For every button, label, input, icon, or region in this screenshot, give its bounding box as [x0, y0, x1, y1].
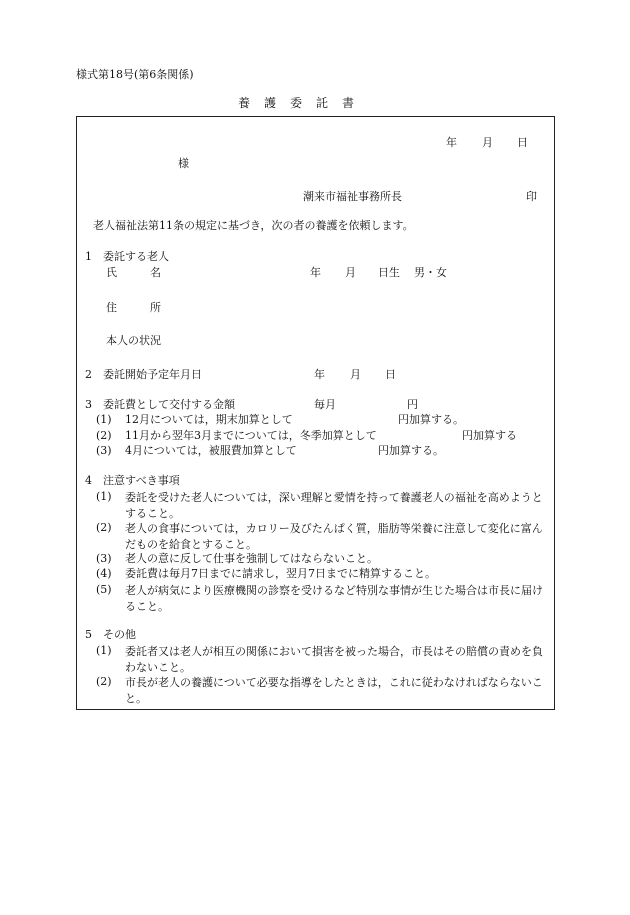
section-5-heading: 5 その他 [85, 628, 136, 641]
start-month: 月 [350, 368, 361, 381]
yen-label: 円 [407, 398, 418, 411]
s4-item-num: (4) [96, 567, 112, 580]
s4-item-num: (1) [96, 490, 112, 503]
s4-item-text: 委託費は毎月7日までに請求し，翌月7日までに精算すること。 [125, 567, 436, 580]
s5-item-num: (2) [96, 675, 112, 688]
seal-mark: 印 [526, 190, 537, 203]
s4-item-text: 委託を受けた老人については，深い理解と愛情を持って養護老人の福祉を高めようとすること。 [125, 491, 543, 520]
s3-item-end: 円加算する [462, 429, 517, 442]
s4-item-text: 老人が病気により医療機関の診察を受けるなど特別な事情が生じた場合は市長に届けること。 [125, 584, 543, 613]
s5-item-text: 市長が老人の養護について必要な指導をしたときは，これに従わなければならないこと。 [125, 676, 543, 705]
gender-choice: 男・女 [414, 266, 447, 279]
status-label: 本人の状況 [106, 334, 161, 347]
addressee-suffix: 様 [178, 157, 189, 170]
s3-item-text: 12月については，期末加算として [125, 413, 293, 426]
s3-item-num: (1) [96, 413, 112, 426]
s3-item-text: 4月については，被服費加算として [125, 444, 297, 457]
start-year: 年 [314, 368, 325, 381]
s4-item-text: 老人の意に反して仕事を強制してはならないこと。 [125, 552, 378, 565]
s3-item-num: (3) [96, 444, 112, 457]
section-1-heading: 1 委託する老人 [85, 250, 169, 263]
address-label: 住 所 [106, 301, 161, 314]
s5-item-num: (1) [96, 644, 112, 657]
start-day: 日 [385, 368, 396, 381]
issuer-name: 潮来市福祉事務所長 [303, 190, 402, 203]
s5-item-text: 委託者又は老人が相互の関係において損害を被った場合，市長はその賠償の責めを負わないこと。 [125, 645, 543, 674]
s3-item-text: 11月から翌年3月までについては，冬季加算として [125, 429, 377, 442]
intro-text: 老人福祉法第11条の規定に基づき，次の者の養護を依頼します。 [93, 219, 414, 232]
s3-item-num: (2) [96, 429, 112, 442]
date-year: 年 [446, 136, 457, 149]
document-title: 養 護 委 託 書 [238, 96, 356, 110]
birth-year: 年 [310, 266, 321, 279]
s4-item-num: (5) [96, 583, 112, 596]
name-label: 氏 名 [106, 266, 161, 279]
s4-item-num: (3) [96, 552, 112, 565]
s4-item-text: 老人の食事については，カロリー及びたんぱく質，脂肪等栄養に注意して変化に富んだものを給食とすること。 [125, 522, 543, 551]
s4-item-num: (2) [96, 521, 112, 534]
date-day: 日 [517, 136, 528, 149]
section-3-heading: 3 委託費として交付する金額 [85, 398, 235, 411]
birth-month: 月 [345, 266, 356, 279]
birth-day: 日生 [378, 266, 400, 279]
s3-item-end: 円加算する。 [398, 413, 464, 426]
section-2-heading: 2 委託開始予定年月日 [85, 368, 202, 381]
date-month: 月 [482, 136, 493, 149]
s3-item-end: 円加算する。 [378, 444, 444, 457]
monthly-label: 毎月 [314, 398, 336, 411]
form-number: 様式第18号(第6条関係) [76, 68, 194, 81]
section-4-heading: 4 注意すべき事項 [85, 474, 180, 487]
